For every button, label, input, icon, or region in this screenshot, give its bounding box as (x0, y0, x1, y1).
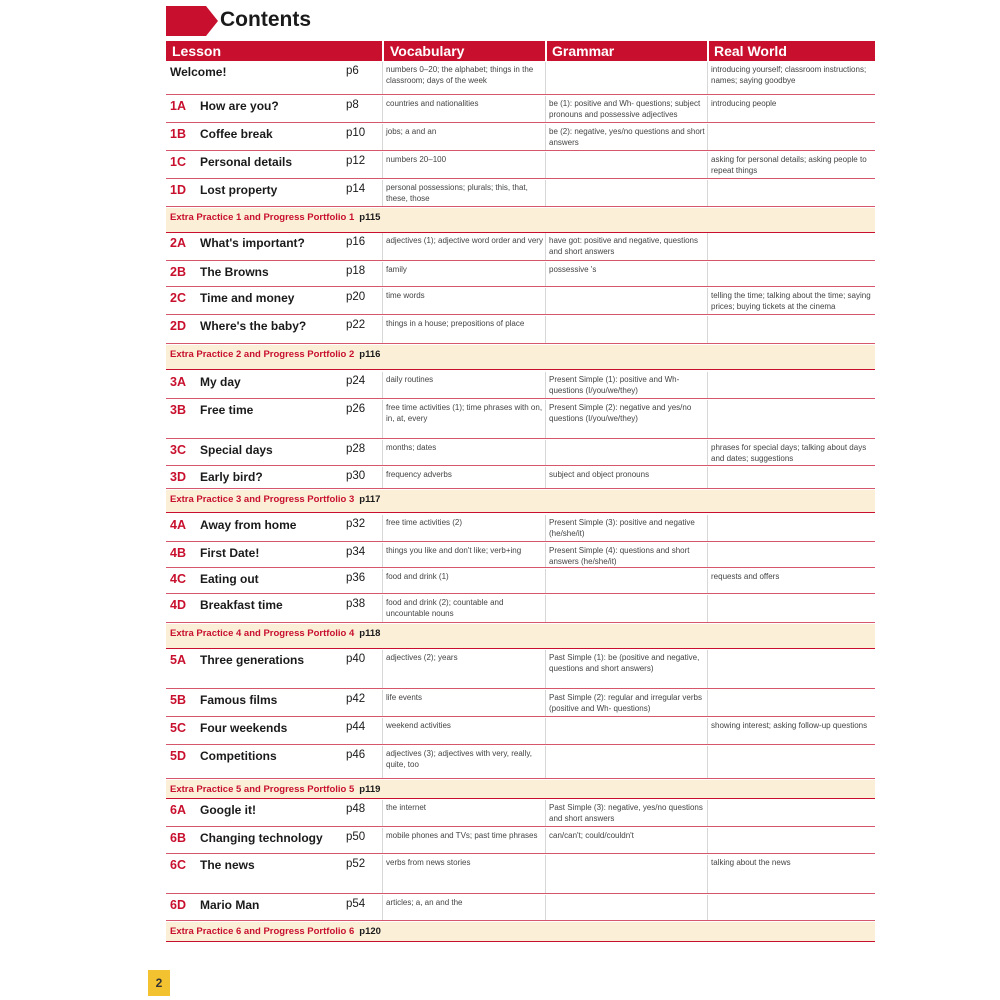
lesson-code: 3C (170, 443, 186, 457)
lesson-title: The Browns (200, 265, 269, 279)
vocabulary-cell: articles; a, an and the (386, 898, 463, 907)
lesson-page: p6 (346, 65, 359, 77)
lesson-code: 1D (170, 183, 186, 197)
extra-practice-page: p119 (359, 784, 381, 795)
real-world-cell: asking for personal details; asking people to repeat things (711, 155, 867, 175)
lesson-page: p26 (346, 403, 366, 415)
lesson-code: 4B (170, 546, 186, 560)
lesson-title: The news (200, 858, 255, 872)
extra-practice-page: p116 (359, 349, 381, 360)
lesson-title: Early bird? (200, 470, 263, 484)
lesson-code: 2A (170, 236, 186, 250)
lesson-title: Mario Man (200, 898, 260, 912)
column-divider (382, 180, 383, 206)
lesson-title: Three generations (200, 653, 305, 667)
header-grammar: Grammar (552, 43, 615, 59)
extra-practice-row (166, 780, 875, 799)
column-divider (707, 569, 708, 593)
grammar-cell: possessive 's (549, 265, 597, 274)
vocabulary-cell: food and drink (1) (386, 572, 449, 581)
lesson-page: p24 (346, 375, 366, 387)
lesson-title: My day (200, 375, 241, 389)
header-lesson: Lesson (172, 43, 222, 59)
lesson-page: p12 (346, 155, 366, 167)
title-arrow-icon (206, 6, 218, 36)
lesson-row (166, 718, 875, 745)
lesson-code: 5A (170, 653, 186, 667)
column-divider (382, 595, 383, 622)
grammar-cell: be (2): negative, yes/no questions and short answers (549, 127, 705, 147)
extra-practice-row (166, 922, 875, 942)
lesson-code: 4A (170, 518, 186, 532)
real-world-cell: phrases for special days; talking about days and dates; suggestions (711, 443, 867, 463)
lesson-title: Eating out (200, 572, 259, 586)
grammar-cell: Past Simple (1): be (positive and negative, questions and short answers) (549, 653, 700, 673)
vocabulary-cell: free time activities (1); time phrases with on, in, at, every (386, 403, 543, 423)
extra-practice-row (166, 624, 875, 649)
column-divider (707, 855, 708, 893)
extra-practice-page: p115 (359, 212, 381, 223)
lesson-page: p32 (346, 518, 366, 530)
lesson-page: p14 (346, 183, 366, 195)
lesson-code: 4D (170, 598, 186, 612)
lesson-title: Four weekends (200, 721, 288, 735)
vocabulary-cell: time words (386, 291, 425, 300)
column-divider (707, 595, 708, 622)
lesson-code: 2D (170, 319, 186, 333)
vocabulary-cell: personal possessions; plurals; this, that, these, those (386, 183, 528, 203)
lesson-row (166, 650, 875, 689)
vocabulary-cell: weekend activities (386, 721, 451, 730)
vocabulary-cell: daily routines (386, 375, 434, 384)
header-divider (707, 41, 709, 61)
lesson-title: Competitions (200, 749, 277, 763)
lesson-page: p10 (346, 127, 366, 139)
vocabulary-cell: jobs; a and an (386, 127, 437, 136)
column-divider (382, 467, 383, 488)
lesson-row (166, 233, 875, 261)
lesson-row (166, 440, 875, 466)
lesson-code: 6C (170, 858, 186, 872)
extra-practice-page: p118 (359, 628, 381, 639)
lesson-page: p44 (346, 721, 366, 733)
extra-practice-page: p120 (359, 926, 381, 937)
column-divider (382, 746, 383, 778)
lesson-title: Coffee break (200, 127, 273, 141)
lesson-row (166, 288, 875, 315)
grammar-cell: Past Simple (2): regular and irregular verbs (positive and Wh- questions) (549, 693, 702, 713)
extra-practice-page: p117 (359, 494, 381, 505)
column-divider (382, 828, 383, 853)
vocabulary-cell: adjectives (3); adjectives with very, really, quite, too (386, 749, 532, 769)
lesson-code: 6D (170, 898, 186, 912)
title-marker (166, 6, 206, 36)
grammar-cell: Present Simple (1): positive and Wh- questions (I/you/we/they) (549, 375, 680, 395)
table-header (166, 41, 875, 61)
lesson-title: Where's the baby? (200, 319, 307, 333)
column-divider (707, 180, 708, 206)
extra-practice-row (166, 208, 875, 233)
column-divider (382, 233, 383, 260)
lesson-title: Time and money (200, 291, 295, 305)
vocabulary-cell: things you like and don't like; verb+ing (386, 546, 522, 555)
column-divider (707, 152, 708, 178)
column-divider (707, 288, 708, 314)
vocabulary-cell: food and drink (2); countable and uncountable nouns (386, 598, 504, 618)
lesson-row (166, 595, 875, 623)
lesson-row (166, 800, 875, 827)
lesson-page: p22 (346, 319, 366, 331)
lesson-title: Personal details (200, 155, 293, 169)
page-title: Contents (220, 8, 311, 31)
lesson-code: 5D (170, 749, 186, 763)
column-divider (382, 400, 383, 438)
vocabulary-cell: numbers 0–20; the alphabet; things in the classroom; days of the week (386, 65, 534, 85)
column-divider (382, 650, 383, 688)
lesson-row (166, 895, 875, 921)
lesson-code: 6A (170, 803, 186, 817)
header-divider (545, 41, 547, 61)
vocabulary-cell: things in a house; prepositions of place (386, 319, 525, 328)
extra-practice-label: Extra Practice 5 and Progress Portfolio 5 p119 (170, 784, 381, 795)
lesson-row (166, 400, 875, 439)
lesson-title: First Date! (200, 546, 260, 560)
column-divider (382, 543, 383, 567)
column-divider (707, 62, 708, 94)
extra-practice-label: Extra Practice 4 and Progress Portfolio 4 p118 (170, 628, 381, 639)
lesson-row (166, 152, 875, 179)
column-divider (382, 440, 383, 465)
header-vocabulary: Vocabulary (390, 43, 465, 59)
lesson-title: Lost property (200, 183, 278, 197)
real-world-cell: introducing people (711, 99, 777, 108)
real-world-cell: introducing yourself; classroom instructions; names; saying goodbye (711, 65, 867, 85)
lesson-title: Away from home (200, 518, 297, 532)
column-divider (382, 62, 383, 94)
lesson-row (166, 372, 875, 399)
lesson-title: Breakfast time (200, 598, 283, 612)
vocabulary-cell: countries and nationalities (386, 99, 479, 108)
vocabulary-cell: months; dates (386, 443, 437, 452)
grammar-cell: have got: positive and negative, questions and short answers (549, 236, 698, 256)
lesson-page: p36 (346, 572, 366, 584)
lesson-title: What's important? (200, 236, 305, 250)
vocabulary-cell: frequency adverbs (386, 470, 452, 479)
lesson-code: 6B (170, 831, 186, 845)
column-divider (382, 515, 383, 541)
lesson-page: p40 (346, 653, 366, 665)
lesson-page: p34 (346, 546, 366, 558)
lesson-row (166, 124, 875, 151)
lesson-title: How are you? (200, 99, 279, 113)
real-world-cell: requests and offers (711, 572, 780, 581)
lesson-title: Famous films (200, 693, 278, 707)
lesson-page: p38 (346, 598, 366, 610)
column-divider (382, 855, 383, 893)
column-divider (382, 569, 383, 593)
extra-practice-row (166, 345, 875, 370)
lesson-row (166, 62, 875, 95)
lesson-page: p16 (346, 236, 366, 248)
lesson-row (166, 467, 875, 489)
vocabulary-cell: the internet (386, 803, 427, 812)
extra-practice-row (166, 490, 875, 513)
lesson-code: 2B (170, 265, 186, 279)
lesson-code: 1A (170, 99, 186, 113)
vocabulary-cell: free time activities (2) (386, 518, 463, 527)
real-world-cell: talking about the news (711, 858, 791, 867)
grammar-cell: subject and object pronouns (549, 470, 650, 479)
lesson-code: 4C (170, 572, 186, 586)
vocabulary-cell: adjectives (1); adjective word order and very (386, 236, 543, 245)
lesson-page: p8 (346, 99, 359, 111)
lesson-title: Welcome! (170, 65, 227, 79)
lesson-row (166, 262, 875, 287)
vocabulary-cell: adjectives (2); years (386, 653, 458, 662)
lesson-row (166, 96, 875, 123)
lesson-code: 3A (170, 375, 186, 389)
lesson-row (166, 828, 875, 854)
lesson-title: Changing technology (200, 831, 323, 845)
column-divider (382, 262, 383, 286)
vocabulary-cell: life events (386, 693, 423, 702)
lesson-page: p18 (346, 265, 366, 277)
column-divider (707, 718, 708, 744)
lesson-row (166, 855, 875, 894)
extra-practice-label: Extra Practice 2 and Progress Portfolio 2 p116 (170, 349, 381, 360)
lesson-row (166, 543, 875, 568)
grammar-cell: Present Simple (3): positive and negative (he/she/it) (549, 518, 695, 538)
column-divider (382, 800, 383, 826)
grammar-cell: be (1): positive and Wh- questions; subject pronouns and possessive adjectives (549, 99, 701, 119)
column-divider (707, 316, 708, 343)
column-divider (707, 746, 708, 778)
lesson-page: p42 (346, 693, 366, 705)
lesson-row (166, 690, 875, 717)
lesson-code: 2C (170, 291, 186, 305)
lesson-code: 5B (170, 693, 186, 707)
vocabulary-cell: family (386, 265, 407, 274)
column-divider (382, 895, 383, 920)
column-divider (382, 152, 383, 178)
lesson-title: Special days (200, 443, 273, 457)
lesson-page: p46 (346, 749, 366, 761)
lesson-row (166, 515, 875, 542)
lesson-code: 5C (170, 721, 186, 735)
lesson-code: 3B (170, 403, 186, 417)
vocabulary-cell: verbs from news stories (386, 858, 471, 867)
lesson-code: 1C (170, 155, 186, 169)
extra-practice-label: Extra Practice 1 and Progress Portfolio 1 p115 (170, 212, 381, 223)
lesson-code: 3D (170, 470, 186, 484)
real-world-cell: telling the time; talking about the time; saying prices; buying tickets at the cinema (711, 291, 871, 311)
column-divider (707, 895, 708, 920)
column-divider (382, 690, 383, 716)
grammar-cell: Present Simple (4): questions and short answers (he/she/it) (549, 546, 690, 566)
lesson-row (166, 180, 875, 207)
lesson-page: p52 (346, 858, 366, 870)
column-divider (382, 124, 383, 150)
column-divider (382, 718, 383, 744)
column-divider (382, 96, 383, 122)
lesson-row (166, 746, 875, 779)
column-divider (382, 372, 383, 398)
lesson-row (166, 316, 875, 344)
lesson-code: 1B (170, 127, 186, 141)
extra-practice-label: Extra Practice 3 and Progress Portfolio 3 p117 (170, 494, 381, 505)
column-divider (382, 288, 383, 314)
header-divider (382, 41, 384, 61)
header-real-world: Real World (714, 43, 787, 59)
grammar-cell: Present Simple (2): negative and yes/no questions (I/you/we/they) (549, 403, 692, 423)
real-world-cell: showing interest; asking follow-up questions (711, 721, 868, 730)
column-divider (382, 316, 383, 343)
page-number: 2 (148, 970, 170, 996)
vocabulary-cell: mobile phones and TVs; past time phrases (386, 831, 538, 840)
extra-practice-label: Extra Practice 6 and Progress Portfolio 6 p120 (170, 926, 381, 937)
lesson-title: Free time (200, 403, 254, 417)
lesson-page: p50 (346, 831, 366, 843)
lesson-page: p48 (346, 803, 366, 815)
lesson-row (166, 569, 875, 594)
lesson-page: p54 (346, 898, 366, 910)
grammar-cell: Past Simple (3): negative, yes/no questions and short answers (549, 803, 703, 823)
lesson-page: p30 (346, 470, 366, 482)
lesson-title: Google it! (200, 803, 256, 817)
lesson-page: p28 (346, 443, 366, 455)
grammar-cell: can/can't; could/couldn't (549, 831, 634, 840)
vocabulary-cell: numbers 20–100 (386, 155, 447, 164)
lesson-page: p20 (346, 291, 366, 303)
column-divider (707, 440, 708, 465)
